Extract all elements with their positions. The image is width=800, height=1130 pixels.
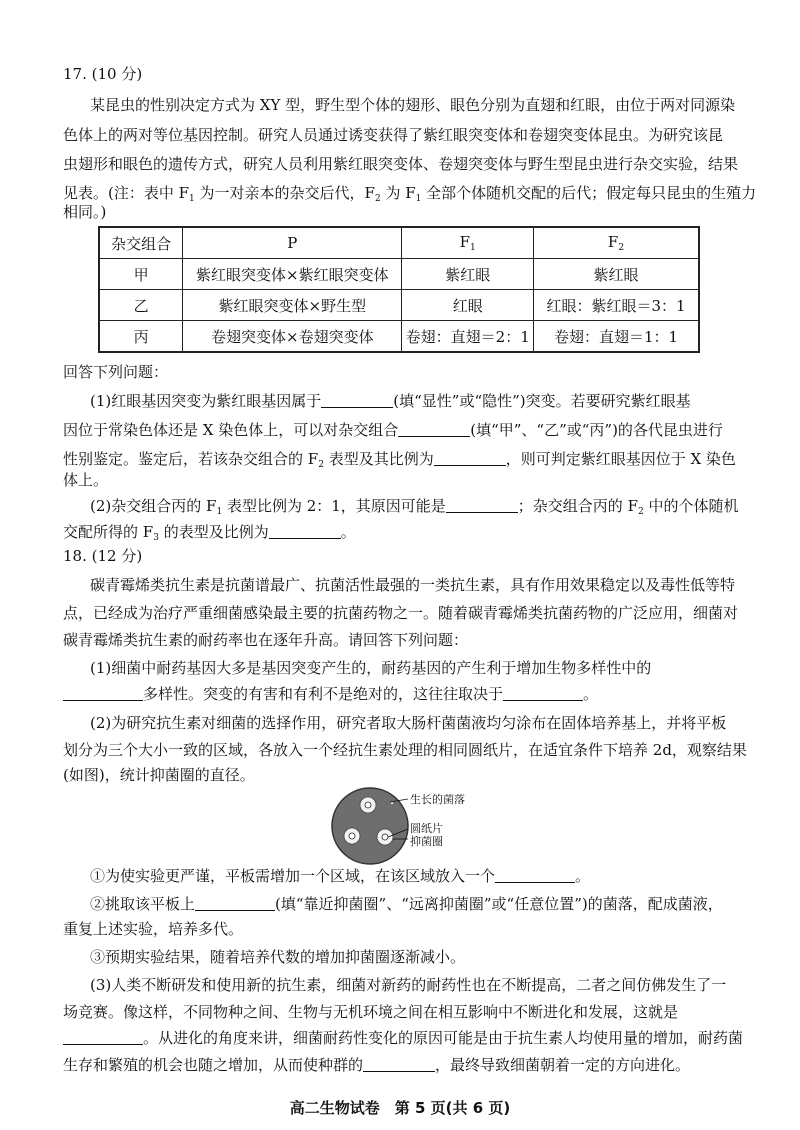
answer-intro: 回答下列问题： [63,363,169,381]
q18-sub3-line: (3)人类不断研发和使用新的抗生素，细菌对新药的耐药性也在不断提高，二者之间仿佛发生了一 [90,976,727,994]
q17-stem-line: 虫翅形和眼色的遗传方式，研究人员利用紫红眼突变体、卷翅突变体与野生型昆虫进行杂交实验，结果 [63,155,739,173]
cross-results-table [98,226,700,353]
table-header-cell: P [183,227,402,259]
table-header-row [99,227,699,259]
answer-blank[interactable] [195,895,275,911]
q17-stem-line: 相同。) [63,203,107,221]
answer-blank[interactable] [63,1029,143,1045]
table-cell: 卷翅：直翅＝1：1 [534,321,700,353]
q17-sub2-line: 交配所得的 $F_3$ 的表型及比例为 。 [63,523,356,543]
q17-stem-line: 色体上的两对等位基因控制。研究人员通过诱变获得了紫红眼突变体和卷翅突变体昆虫。为研究该昆 [63,126,724,144]
table-header-cell: $F_2$ [534,227,700,259]
q18-sub3-line: 生存和繁殖的机会也随之增加，从而使种群的 ，最终导致细菌朝着一定的方向进化。 [63,1056,691,1074]
answer-blank[interactable] [269,523,341,539]
table-header-cell: 杂交组合 [99,227,183,259]
q18-sub2-line: (如图)，统计抑菌圈的直径。 [63,766,255,784]
q17-sub1-line: 体上。 [63,471,109,489]
answer-blank[interactable] [434,450,506,466]
q18-step2-cont: 重复上述实验，培养多代。 [63,920,244,938]
q18-sub1-line: 多样性。突变的有害和有利不是绝对的，这往往取决于 。 [63,684,598,704]
table-cell: 红眼 [402,290,534,321]
paper-disc [382,834,388,840]
page-footer: 高二生物试卷 第 5 页(共 6 页) [289,1099,511,1117]
q18-sub2-line: 划分为三个大小一致的区域，各放入一个经抗生素处理的相同圆纸片，在适宜条件下培养 2d，观察结果 [63,741,747,759]
answer-blank[interactable] [398,421,470,437]
table-cell: 丙 [99,321,183,353]
answer-blank[interactable] [363,1056,435,1072]
q18-sub3-line: 。从进化的角度来讲，细菌耐药性变化的原因可能是由于抗生素人均使用量的增加，耐药菌 [63,1028,743,1048]
table-cell: 卷翅：直翅＝2：1 [402,321,534,353]
label-zone: 抑菌圈 [410,835,443,848]
petri-plate-figure [330,785,480,867]
table-cell: 卷翅突变体×卷翅突变体 [183,321,402,353]
q18-stem-line: 点，已经成为治疗严重细菌感染最主要的抗菌药物之一。随着碳青霉烯类抗菌药物的广泛应用，细菌对 [63,604,739,622]
q18-stem-line: 碳青霉烯类抗生素是抗菌谱最广、抗菌活性最强的一类抗生素，具有作用效果稳定以及毒性低等特 [90,576,736,594]
q17-stem-line: 某昆虫的性别决定方式为 XY 型，野生型个体的翅形、眼色分别为直翅和红眼，由位于两对同源染 [90,96,736,114]
answer-blank[interactable] [495,867,575,883]
label-colony: 生长的菌落 [410,793,465,806]
table-cell: 乙 [99,290,183,321]
answer-blank[interactable] [503,685,583,701]
q18-stem-line: 碳青霉烯类抗生素的耐药率也在逐年升高。请回答下列问题： [63,631,469,649]
answer-blank[interactable] [446,497,518,513]
table-cell: 紫红眼突变体×紫红眼突变体 [183,259,402,290]
q17-sub2-line: (2)杂交组合丙的 $F_1$ 表型比例为 2：1，其原因可能是 ；杂交组合丙的 $F_2$ 中的个体随机 [90,497,739,517]
q18-step3: ③预期实验结果，随着培养代数的增加抑菌圈逐渐减小。 [90,948,466,966]
answer-blank[interactable] [63,685,143,701]
table-cell: 紫红眼 [534,259,700,290]
q17-stem-line: 见表。(注：表中 $F_1$ 为一对亲本的杂交后代，$F_2$ 为 $F_1$ 全部个体随机交配的后代；假定每只昆虫的生殖力 [63,184,757,204]
q18-step1: ①为使实验更严谨，平板需增加一个区域，在该区域放入一个 。 [90,867,591,885]
table-cell: 甲 [99,259,183,290]
table-header-cell: $F_1$ [402,227,534,259]
q18-step2: ②挑取该平板上 (填“靠近抑菌圈”、“远离抑菌圈”或“任意位置”)的菌落，配成菌液， [90,895,723,913]
q17-sub1-line: (1)红眼基因突变为紫红眼基因属于 (填“显性”或“隐性”)突变。若要研究紫红眼基 [90,392,691,410]
table-row [99,321,699,353]
table-cell: 红眼：紫红眼＝3：1 [534,290,700,321]
q17-heading: 17. (10 分) [63,65,143,83]
table-cell: 紫红眼突变体×野生型 [183,290,402,321]
q18-heading: 18. (12 分) [63,547,143,565]
answer-blank[interactable] [321,392,393,408]
table-row [99,259,699,290]
q18-sub2-line: (2)为研究抗生素对细菌的选择作用，研究者取大肠杆菌菌液均匀涂布在固体培养基上，并将平板 [90,714,727,732]
paper-disc [365,802,371,808]
table-row [99,290,699,321]
q17-sub1-line: 性别鉴定。鉴定后，若该杂交组合的 $F_2$ 表型及其比例为 ，则可判定紫红眼基因位于 X 染色 [63,450,736,470]
label-disc: 圆纸片 [410,822,443,835]
q18-sub3-line: 场竞赛。像这样，不同物种之间、生物与无机环境之间在相互影响中不断进化和发展，这就是 [63,1003,679,1021]
table-cell: 紫红眼 [402,259,534,290]
q17-sub1-line: 因位于常染色体还是 X 染色体上，可以对杂交组合 (填“甲”、“乙”或“丙”)的各代昆虫进行 [63,421,723,439]
paper-disc [349,833,355,839]
q18-sub1-line: (1)细菌中耐药基因大多是基因突变产生的，耐药基因的产生利于增加生物多样性中的 [90,659,652,677]
